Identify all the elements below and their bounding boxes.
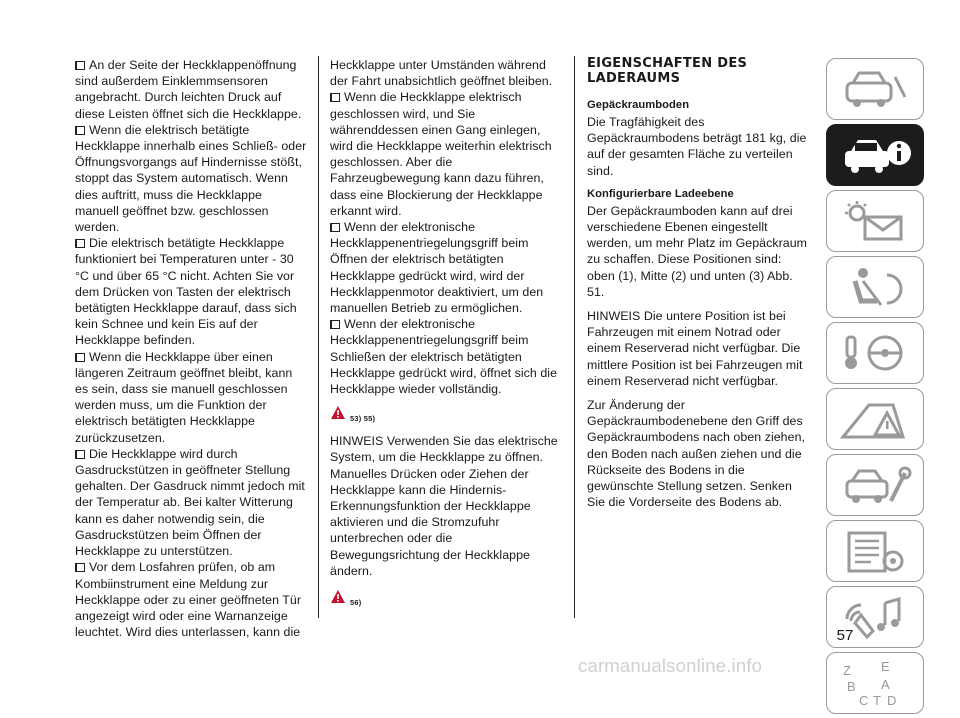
tab-safety[interactable] — [826, 256, 924, 318]
key-steering-wheel-icon — [841, 331, 911, 377]
tab-maintenance[interactable] — [826, 454, 924, 516]
bullet-icon — [330, 223, 340, 232]
hinweis-note: HINWEIS Verwenden Sie das elektrische System, um die Heckklappe zu öffnen. Manuelles Drücken oder Ziehen der Heckklappe kann die Hindernis-Erkennungsfunktion der Heckklappe aktivieren und die Stromzufuhr unterbrechen oder die Bewegungsrichtung der Heckklappe ändern. — [330, 434, 558, 578]
paragraph: Zur Änderung der Gepäckraumbodenebene den Griff des Gepäckraumbodens nach oben ziehen, den Boden nach außen ziehen und die Rückseite des Bodens in die gewünschte Stellung setzen. Senken Sie die Vorderseite des Bodens ab. — [587, 398, 805, 510]
seat-airbag-icon — [841, 265, 911, 311]
paragraph: Heckklappe unter Umständen während der Fahrt unabsichtlich geöffnet bleiben. — [330, 58, 553, 89]
bullet-icon — [75, 563, 85, 572]
paragraph: Die elektrisch betätigte Heckklappe funktioniert bei Temperaturen unter - 30 °C und über 65 °C nicht. Achten Sie vor dem Drücken von Tasten der elektrisch betätigten Heckklappe darauf, dass sich kein Schnee und kein Eis auf der Heckklappe befinden. — [75, 236, 297, 348]
subheading-configurable-floor: Konfigurierbare Ladeebene — [587, 187, 734, 200]
column-divider-right — [574, 56, 575, 618]
warning-reference — [330, 589, 565, 607]
paragraph: Die Heckklappe wird durch Gasdruckstützen in geöffneter Stellung gehalten. Der Gasdruck nimmt jedoch mit der Temperatur ab. Bei kalter Witterung kann es daher notwendig sein, die Gasdruckstützen beim Öffnen der Heckklappe zu unterstützen. — [75, 446, 305, 559]
warning-refs: 56) — [350, 598, 362, 608]
warning-reference — [330, 405, 565, 423]
warning-triangle-icon — [330, 589, 346, 604]
index-letter: E — [881, 659, 890, 674]
index-letter: A — [881, 677, 890, 692]
paragraph: Wenn der elektronische Heckklappenentriegelungsgriff beim Öffnen der elektrisch betätigten Heckklappe gedrückt wird, wird der Heckklappenmotor deaktiviert, um den manuellen Betrieb zu ermöglichen. — [330, 220, 544, 316]
index-letter: C — [859, 693, 869, 708]
page-number: 57 — [836, 627, 854, 644]
bullet-icon — [75, 450, 85, 459]
warning-triangle-icon — [330, 405, 346, 420]
bullet-icon — [75, 126, 85, 135]
bullet-icon — [75, 353, 85, 362]
specifications-icon — [841, 529, 911, 575]
chapter-tabs — [826, 58, 924, 718]
paragraph: Wenn der elektronische Heckklappenentriegelungsgriff beim Schließen der elektrisch betätigten Heckklappe gedrückt wird, öffnet sich die Heckklappe wieder vollständig. — [330, 317, 558, 397]
warning-triangle-icon — [841, 397, 911, 443]
section-heading: EIGENSCHAFTEN DES LADERAUMS — [587, 56, 748, 86]
column-1 — [75, 57, 307, 640]
index-letter: T — [873, 693, 881, 708]
hinweis-note: HINWEIS Die untere Position ist bei Fahrzeugen mit einem Notrad oder einem Reserverad nicht verfügbar. Die mittlere Position ist bei Fahrzeugen mit einem Reserverad nicht verfügbar. — [587, 309, 803, 388]
paragraph: Wenn die elektrisch betätigte Heckklappe innerhalb eines Schließ- oder Öffnungsvorgangs auf Hindernisse stößt, stoppt das System automatisch. Wenn dies auftritt, muss die Heckklappe manuell geöffnet bzw. geschlossen werden. — [75, 122, 307, 235]
wrench-car-icon — [841, 463, 911, 509]
tab-specifications[interactable] — [826, 520, 924, 582]
index-letter: B — [847, 679, 856, 694]
bullet-icon — [75, 61, 85, 70]
subheading-luggage-floor: Gepäckraumboden — [587, 99, 690, 111]
tab-car-info[interactable] — [826, 124, 924, 186]
paragraph: Vor dem Losfahren prüfen, ob am Kombiinstrument eine Meldung zur Heckklappe oder zu einer geöffneten Tür angezeigt wird oder eine Warnanzeige leuchtet. Wird dies unterlassen, kann die — [75, 560, 302, 640]
index-letter: Z — [843, 663, 851, 678]
paragraph: Wenn die Heckklappe elektrisch geschlossen wird, und Sie währenddessen einen Gang einlegen, wird die Heckklappe weiterhin elektrisch geschlossen. Aber die Fahrzeugbewegung kann dazu führen, dass eine Blockierung der Heckklappe erkannt wird. — [330, 90, 552, 218]
tab-emergency[interactable] — [826, 388, 924, 450]
paragraph: Wenn die Heckklappe über einen längeren Zeitraum geöffnet bleibt, kann es sein, dass sie manuell geschlossen werden muss, um die Funktion der elektrisch betätigten Heckklappe zurückzusetzen. — [75, 349, 293, 445]
column-2 — [330, 57, 565, 617]
index-letters-icon — [841, 661, 911, 707]
bullet-icon — [330, 93, 340, 102]
paragraph: An der Seite der Heckklappenöffnung sind außerdem Einklemmsensoren angebracht. Durch leichten Druck auf diese Leisten öffnet sich die Heckklappe. — [75, 58, 302, 121]
car-info-icon — [841, 133, 911, 179]
bullet-icon — [75, 239, 85, 248]
tab-index[interactable] — [826, 652, 924, 714]
tab-dashboard[interactable] — [826, 58, 924, 120]
paragraph: Der Gepäckraumboden kann auf drei verschiedene Ebenen eingestellt werden, um mehr Platz im Gepäckraum zu schaffen. Diese Positionen sind: oben (1), Mitte (2) und unten (3) Abb. 51. — [587, 203, 808, 299]
column-divider-left — [318, 56, 319, 618]
column-3 — [587, 57, 812, 510]
warning-refs: 53) 55) — [350, 414, 376, 424]
dashboard-car-icon — [841, 67, 911, 113]
tab-lights-messages[interactable] — [826, 190, 924, 252]
tab-starting-driving[interactable] — [826, 322, 924, 384]
watermark: carmanualsonline.info — [578, 655, 763, 676]
index-letter: D — [887, 693, 897, 708]
paragraph: Die Tragfähigkeit des Gepäckraumbodens beträgt 181 kg, die auf der gesamten Fläche zu verteilen sind. — [587, 115, 807, 178]
lights-message-icon — [841, 199, 911, 245]
bullet-icon — [330, 320, 340, 329]
